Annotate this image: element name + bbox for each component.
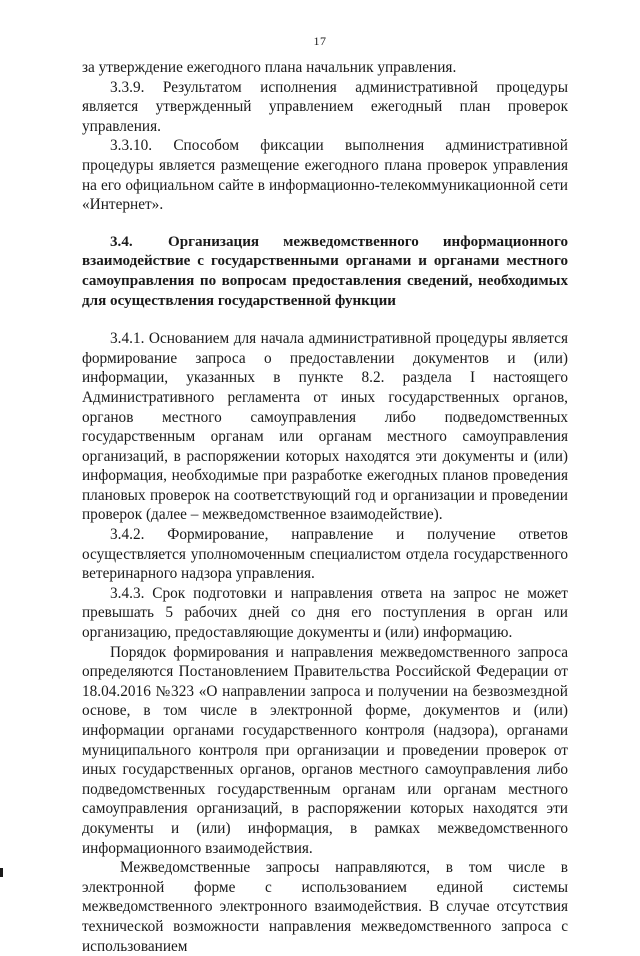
section-heading-number: 3.4.: [110, 233, 133, 250]
paragraph-3-3-9: 3.3.9. Результатом исполнения административной процедуры является утвержденный управлением ежегодный план проверок управления.: [82, 78, 568, 135]
section-heading-text: Организация межведомственного информационного взаимодействие с государственными органами и органами местного самоуправления по вопросам предоставления сведений, необходимых для осуществления государственной функции: [82, 233, 568, 309]
paragraph-requests: Межведомственные запросы направляются, в том числе в электронной форме с использованием единой системы межведомственного электронного взаимодействия. В случае отсутствия технической возможности направления межведомственного запроса с использованием: [82, 859, 568, 955]
section-heading-3-4: [82, 233, 568, 311]
page-number: 17: [313, 34, 327, 48]
paragraph-3-3-10: 3.3.10. Способом фиксации выполнения административной процедуры является размещение ежегодного плана проверок управления на его официальном сайте в информационно-телекоммуникационной сети «Интернет».: [82, 137, 568, 214]
paragraph-3-4-1: 3.4.1. Основанием для начала административной процедуры является формирование запроса о предоставлении документов и (или) информации, указанных в пункте 8.2. раздела I настоящего Административного регламента от иных государственных органов, органов местного самоуправления либо подведомственных государственным органам или органам местного самоуправления организаций, в распоряжении которых находятся эти документы и (или) информация, необходимые при разработке ежегодных планов проведения плановых проверок на соответствующий год и организации и проведении проверок (далее – межведомственное взаимодействие).: [82, 330, 568, 524]
paragraph-order: Порядок формирования и направления межведомственного запроса определяются Постановлением Правительства Российской Федерации от 18.04.2016 №323 «О направлении запроса и получении на безвозмездной основе, в том числе в электронной форме, документов и (или) информации органами государственного контроля (надзора), органами муниципального контроля при организации и проведении проверок от иных государственных органов, органов местного самоуправления либо подведомственных государственным органам или органам местного самоуправления организаций, в распоряжении которых находятся эти документы и (или) информация, в рамках межведомственного информационного взаимодействия.: [82, 643, 568, 857]
scan-edge-mark: [0, 868, 3, 877]
paragraph-intro: за утверждение ежегодного плана начальник управления.: [82, 59, 457, 76]
document-body: [82, 58, 568, 956]
paragraph-3-4-2: 3.4.2. Формирование, направление и получение ответов осуществляется уполномоченным специалистом отдела государственного ветеринарного надзора управления.: [82, 526, 568, 583]
paragraph-3-4-3: 3.4.3. Срок подготовки и направления ответа на запрос не может превышать 5 рабочих дней со дня его поступления в орган или организацию, предоставляющие документы и (или) информацию.: [82, 584, 568, 642]
